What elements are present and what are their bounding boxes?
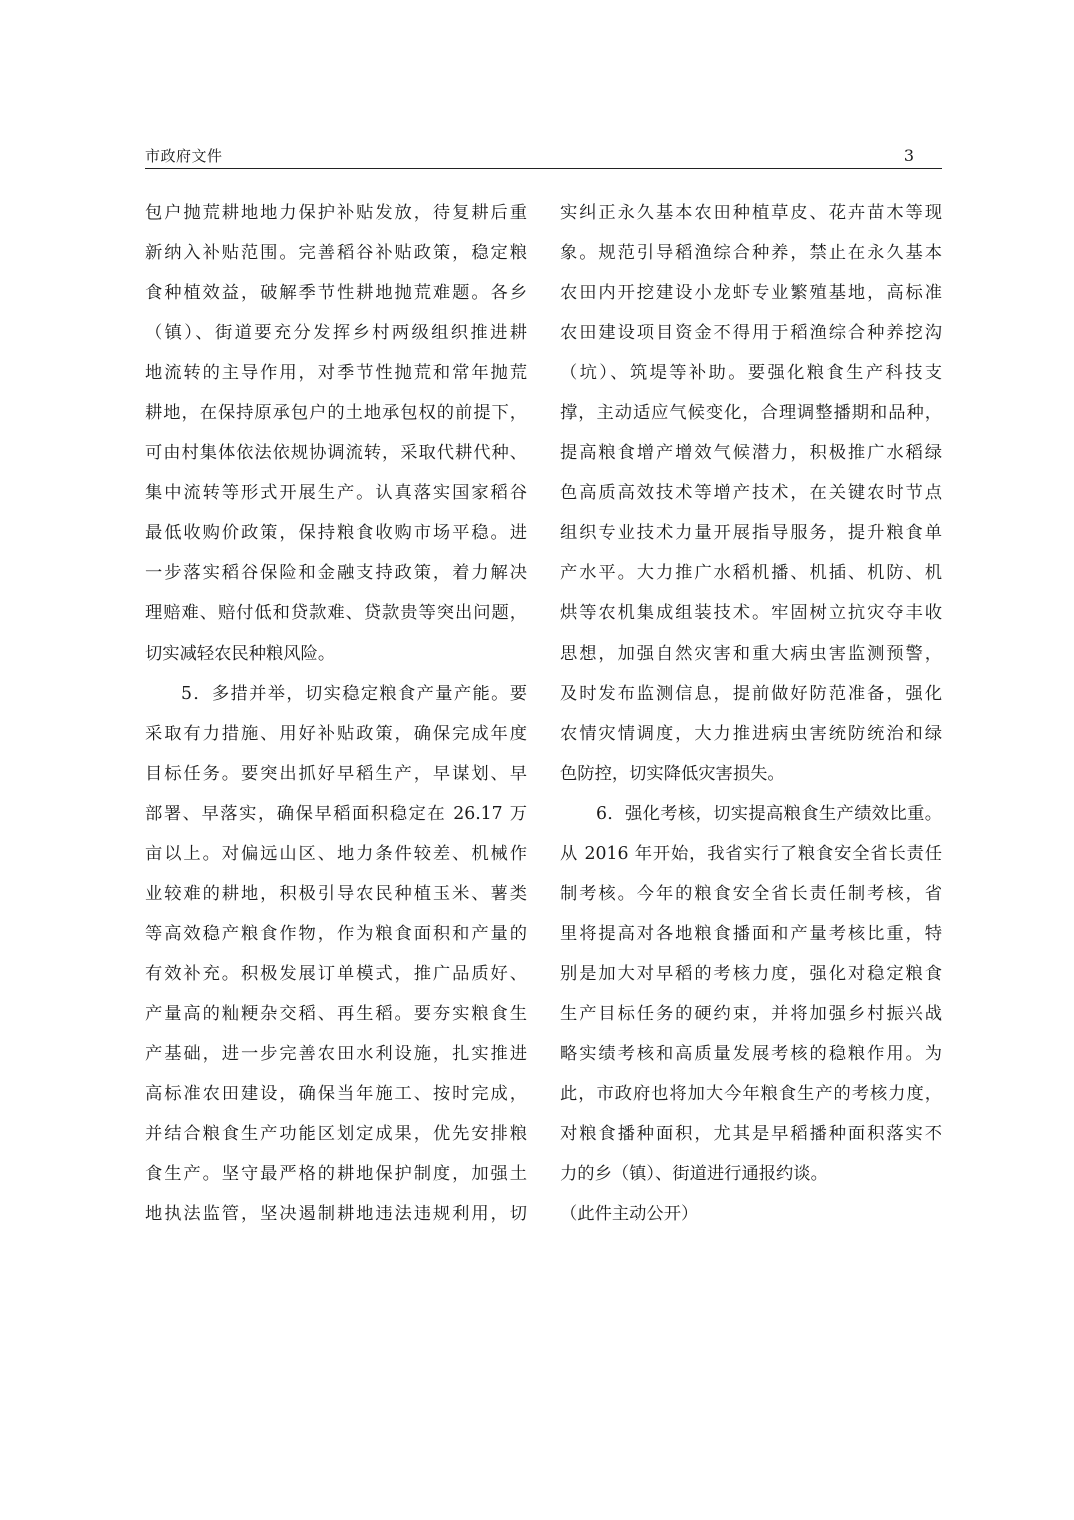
left-column bbox=[145, 193, 527, 1234]
text-line: （坑）、筑堤等补助。要强化粮食生产科技支 bbox=[560, 363, 942, 384]
text-line: 并结合粮食生产功能区划定成果，优先安排粮 bbox=[145, 1124, 527, 1145]
text-line: 撑，主动适应气候变化，合理调整播期和品种， bbox=[560, 403, 942, 424]
text-line: 别是加大对早稻的考核力度，强化对稳定粮食 bbox=[560, 963, 942, 984]
text-line: 有效补充。积极发展订单模式，推广品质好、 bbox=[145, 963, 527, 984]
section-heading-5: 5．多措并举，切实稳定粮食产量产能。要 bbox=[181, 683, 527, 704]
text-line: 新纳入补贴范围。完善稻谷补贴政策，稳定粮 bbox=[145, 243, 527, 264]
text-line: 生产目标任务的硬约束，并将加强乡村振兴战 bbox=[560, 1003, 942, 1024]
text-line: 最低收购价政策，保持粮食收购市场平稳。进 bbox=[145, 523, 527, 544]
text-line: 食种植效益，破解季节性耕地抛荒难题。各乡 bbox=[145, 283, 527, 304]
text-line: 包户抛荒耕地地力保护补贴发放，待复耕后重 bbox=[145, 203, 527, 223]
text-line: 实纠正永久基本农田种植草皮、花卉苗木等现 bbox=[560, 203, 942, 223]
text-line: 此，市政府也将加大今年粮食生产的考核力度， bbox=[560, 1084, 942, 1105]
text-line: 采取有力措施、用好补贴政策，确保完成年度 bbox=[145, 723, 527, 744]
text-line: 色高质高效技术等增产技术，在关键农时节点 bbox=[560, 483, 942, 504]
disclosure-note: （此件主动公开） bbox=[560, 1204, 699, 1225]
text-line: 象。规范引导稻渔综合种养，禁止在永久基本 bbox=[560, 243, 942, 264]
text-line: 目标任务。要突出抓好早稻生产，早谋划、早 bbox=[145, 763, 527, 784]
text-line: 色防控，切实降低灾害损失。 bbox=[560, 763, 785, 784]
text-line: 理赔难、赔付低和贷款难、贷款贵等突出问题， bbox=[145, 603, 527, 624]
text-line: 地执法监管，坚决遏制耕地违法违规利用，切 bbox=[145, 1204, 527, 1225]
text-line: 对粮食播种面积，尤其是早稻播种面积落实不 bbox=[560, 1124, 942, 1145]
text-line: 一步落实稻谷保险和金融支持政策，着力解决 bbox=[145, 563, 527, 584]
text-line: 切实减轻农民种粮风险。 bbox=[145, 643, 336, 664]
text-line: 组织专业技术力量开展指导服务，提升粮食单 bbox=[560, 523, 942, 544]
document-title: 市政府文件 bbox=[145, 147, 223, 165]
text-line: 业较难的耕地，积极引导农民种植玉米、薯类 bbox=[145, 883, 527, 904]
text-line: 思想，加强自然灾害和重大病虫害监测预警， bbox=[560, 643, 942, 664]
text-line: 从 2016 年开始，我省实行了粮食安全省长责任 bbox=[560, 843, 942, 864]
text-line: 制考核。今年的粮食安全省长责任制考核，省 bbox=[560, 883, 942, 904]
text-line: 集中流转等形式开展生产。认真落实国家稻谷 bbox=[145, 483, 527, 504]
page-header bbox=[145, 146, 942, 169]
text-line: 产基础，进一步完善农田水利设施，扎实推进 bbox=[145, 1043, 527, 1064]
text-line: 提高粮食增产增效气候潜力，积极推广水稻绿 bbox=[560, 443, 942, 464]
section-heading-6: 6．强化考核，切实提高粮食生产绩效比重。 bbox=[596, 803, 942, 824]
text-line: 里将提高对各地粮食播面和产量考核比重，特 bbox=[560, 923, 942, 944]
text-line: （镇）、街道要充分发挥乡村两级组织推进耕 bbox=[145, 323, 527, 344]
text-line: 烘等农机集成组装技术。牢固树立抗灾夺丰收 bbox=[560, 603, 942, 624]
text-line: 耕地，在保持原承包户的土地承包权的前提下， bbox=[145, 403, 527, 424]
text-line: 可由村集体依法依规协调流转，采取代耕代种、 bbox=[145, 443, 527, 464]
text-line: 产量高的籼粳杂交稻、再生稻。要夯实粮食生 bbox=[145, 1003, 527, 1024]
text-line: 地流转的主导作用，对季节性抛荒和常年抛荒 bbox=[145, 363, 527, 384]
text-line: 食生产。坚守最严格的耕地保护制度，加强土 bbox=[145, 1164, 527, 1185]
text-line: 等高效稳产粮食作物，作为粮食面积和产量的 bbox=[145, 923, 527, 944]
text-line: 高标准农田建设，确保当年施工、按时完成， bbox=[145, 1084, 527, 1105]
text-line: 力的乡（镇）、街道进行通报约谈。 bbox=[560, 1164, 828, 1185]
text-line: 产水平。大力推广水稻机播、机插、机防、机 bbox=[560, 563, 942, 584]
text-line: 部署、早落实，确保早稻面积稳定在 26.17 万 bbox=[145, 803, 527, 824]
page-number: 3 bbox=[903, 146, 914, 165]
text-line: 农田建设项目资金不得用于稻渔综合种养挖沟 bbox=[560, 323, 942, 344]
right-column bbox=[560, 193, 942, 1234]
text-line: 略实绩考核和高质量发展考核的稳粮作用。为 bbox=[560, 1043, 942, 1064]
text-line: 农情灾情调度，大力推进病虫害统防统治和绿 bbox=[560, 723, 942, 744]
text-line: 农田内开挖建设小龙虾专业繁殖基地，高标准 bbox=[560, 283, 942, 304]
text-line: 及时发布监测信息，提前做好防范准备，强化 bbox=[560, 683, 942, 704]
text-line: 亩以上。对偏远山区、地力条件较差、机械作 bbox=[145, 843, 527, 864]
